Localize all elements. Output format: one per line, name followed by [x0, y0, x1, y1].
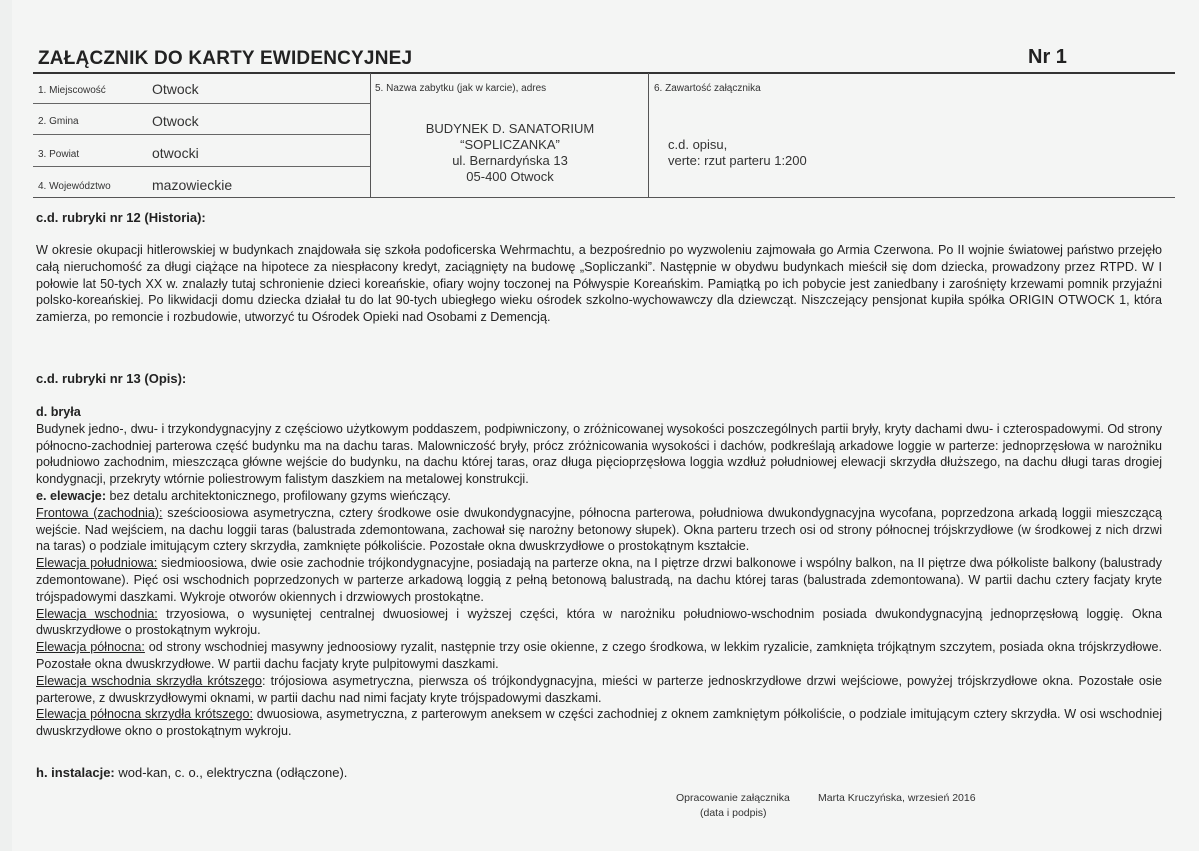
section-d-heading: d. bryła [36, 405, 81, 419]
elevation-name: Elewacja wschodnia skrzydła krótszego [36, 673, 263, 688]
monument-line: ul. Bernardyńska 13 [452, 153, 568, 168]
footer-label: Opracowanie załącznika [676, 792, 790, 804]
contents-line: c.d. opisu, [668, 137, 728, 152]
elevation-text: : trójosiowa asymetryczna, pierwsza oś trójkondygnacyjna, mieści w parterze jednoskrzydłowe drzwi wejściowe, powyżej trójskrzydłowe okna. Pozostałe osie parterowe, z dwuskrzydłowymi oknami, w partii dachu nad nimi facjaty kryte trójspadowymi daszkami. [36, 673, 1162, 705]
footer-author: Marta Kruczyńska, wrzesień 2016 [818, 792, 976, 804]
elevation-name: Frontowa (zachodnia): [36, 505, 163, 520]
elevation-paragraph [36, 706, 1162, 740]
elevation-name: Elewacja północna skrzydła krótszego: [36, 707, 254, 722]
elevation-paragraph [36, 639, 1162, 673]
installations-line [36, 765, 347, 780]
monument-label: 5. Nazwa zabytku (jak w karcie), adres [375, 83, 547, 94]
description-body [36, 404, 1162, 740]
history-text: W okresie okupacji hitlerowskiej w budynkach znajdowała się szkoła podoficerska Wehrmachtu, a bezpośrednio po wyzwoleniu zajmowała go Armia Czerwona. Po II wojnie światowej państwo przejęło całą nieruchomość za długi ciążące na hipotece za niespłacony kredyt, zaciągnięty na budowę „Sopliczanki”. Następnie w obydwu budynkach mieścił się dom dziecka, prowadzony przez RTPD. W I połowie lat 50-tych XX w. znalazły tutaj schronienie dzieci koreańskie, ofiary wojny toczonej na Półwyspie Koreańskim. Pamiątką po ich pobycie jest zaniedbany i zarośnięty krzewami pomnik przyjaźni polsko-koreańskiej. Po likwidacji domu dziecka działał tu do lat 90-tych ubiegłego wieku ośrodek szkolno-wychowawczy dla dziewcząt. Niszczejący pensjonat kupiła spółka ORIGIN OTWOCK 1, która zamierza, po remoncie i rozbudowie, utworzyć tu Ośrodek Opieki nad Osobami z Demencją. [36, 243, 1162, 325]
section-e-text: bez detalu architektonicznego, profilowany gzyms wieńczący. [106, 488, 451, 503]
elevation-name: Elewacja południowa: [36, 556, 158, 571]
section-h-text: wod-kan, c. o., elektryczna (odłączone). [114, 765, 348, 780]
monument-line: “SOPLICZANKA” [460, 137, 560, 152]
table-bottom-rule [33, 197, 1175, 198]
history-heading: c.d. rubryki nr 12 (Historia): [36, 210, 206, 225]
elevation-paragraph [36, 505, 1162, 555]
district-value: otwocki [152, 145, 199, 161]
section-e-heading: e. elewacje: [36, 488, 107, 503]
section-h-heading: h. instalacje: [36, 765, 115, 780]
elevation-text: sześcioosiowa asymetryczna, cztery środkowe osie dwukondygnacyjne, północna parterowa, południowa dwukondygnacyjna wycofana, poprzedzona arkadą loggii mieszczącą wejście. Nad wejściem, na dachu loggii taras (balustrada zdemontowana, zachował się narożny betonowy słupek). Okna parteru trzech osi od strony północnej trójskrzydłowe (w środkowej z nich drzwi na taras) o podziale imitującym cztery skrzydła, zamknięte półkoliście. Pozostałe okna dwuskrzydłowe o prostokątnym kształcie. [36, 505, 1162, 554]
commune-label: 2. Gmina [38, 116, 79, 127]
voivodeship-label: 4. Województwo [38, 181, 111, 192]
monument-address [372, 121, 648, 185]
elevation-name: Elewacja wschodnia: [36, 606, 158, 621]
elevation-paragraph [36, 673, 1162, 707]
monument-line: 05-400 Otwock [466, 169, 554, 184]
elevation-text: siedmioosiowa, dwie osie zachodnie trójkondygnacyjne, posiadają na parterze okna, na I piętrze drzwi balkonowe i wspólny balkon, na II piętrze dwa półkoliste balkony (balustrady zdemontowane). Pięć osi wschodnich poprzedzonych w parterze arkadową loggią z pełną betonową balustradą, na dachu której taras (balustrada zdemontowana). W partii dachu cztery facjaty kryte trójspadowymi daszkami. Wykroje otworów okiennych i drzwiowych prostokątne. [36, 556, 1162, 604]
title-rule [33, 72, 1175, 74]
attachment-number: Nr 1 [1028, 46, 1067, 68]
row-divider-1 [33, 103, 370, 104]
elevation-text: trzyosiowa, o wysuniętej centralnej dwuosiowej i wyższej części, która w narożniku południowo-wschodnim posiada dwukondygnacyjną jednoprzęsłową loggię. Okna dwuskrzydłowe o prostokątnym wykroju. [36, 606, 1162, 638]
column-divider-1 [370, 73, 371, 197]
description-heading: c.d. rubryki nr 13 (Opis): [36, 371, 187, 386]
contents-label: 6. Zawartość załącznika [654, 83, 761, 94]
elevation-name: Elewacja północna: [36, 640, 145, 655]
locality-label: 1. Miejscowość [38, 85, 106, 96]
row-divider-3 [33, 166, 370, 167]
elevation-text: od strony wschodniej masywny jednoosiowy ryzalit, następnie trzy osie okienne, z czego środkowa, w lekkim ryzalicie, zamknięta trójkątnym szczytem, posiada okna trójskrzydłowe. Pozostałe okna dwuskrzydłowe. W partii dachu facjaty kryte pulpitowymi daszkami. [36, 640, 1162, 671]
section-d-text: Budynek jedno-, dwu- i trzykondygnacyjny z częściowo użytkowym poddaszem, podpiwniczony, o zróżnicowanej wysokości poszczególnych partii bryły, kryty dachami dwu- i czterospadowymi. Od strony północno-zachodniej parterowa część budynku ma na dachu taras. Malowniczość bryły, prócz zróżnicowania wysokości i dachów, podkreślają arkadowe loggie w parterze: jednoprzęsłowa w narożniku południowo zachodnim, mieszcząca główne wejście do budynku, na dachu której taras, oraz długa pięcioprzęsłowa loggia wzdłuż południowej elewacji skrzydła dłuższego, na dachu długi taras drogiej kondygnacji, przekryty wtórnie poliestrowym falistym daszkiem na metalowej konstrukcji. [36, 421, 1162, 487]
contents-line: verte: rzut parteru 1:200 [668, 153, 807, 168]
row-divider-2 [33, 134, 370, 135]
voivodeship-value: mazowieckie [152, 177, 233, 193]
locality-value: Otwock [152, 81, 199, 97]
district-label: 3. Powiat [38, 149, 80, 160]
column-divider-2 [648, 73, 649, 197]
contents-value [668, 137, 807, 169]
elevation-paragraph [36, 555, 1162, 605]
monument-line: BUDYNEK D. SANATORIUM [425, 121, 595, 136]
elevation-paragraph [36, 606, 1162, 640]
commune-value: Otwock [152, 113, 199, 129]
document-title: ZAŁĄCZNIK DO KARTY EWIDENCYJNEJ [38, 48, 413, 69]
footer-sublabel: (data i podpis) [700, 807, 767, 819]
elevation-text: dwuosiowa, asymetryczna, z parterowym aneksem w części zachodniej z oknem zamkniętym półkoliście, o podziale imitującym cztery skrzydła. W osi wschodniej dwuskrzydłowe okno o prostokątnym wykroju. [36, 707, 1162, 739]
